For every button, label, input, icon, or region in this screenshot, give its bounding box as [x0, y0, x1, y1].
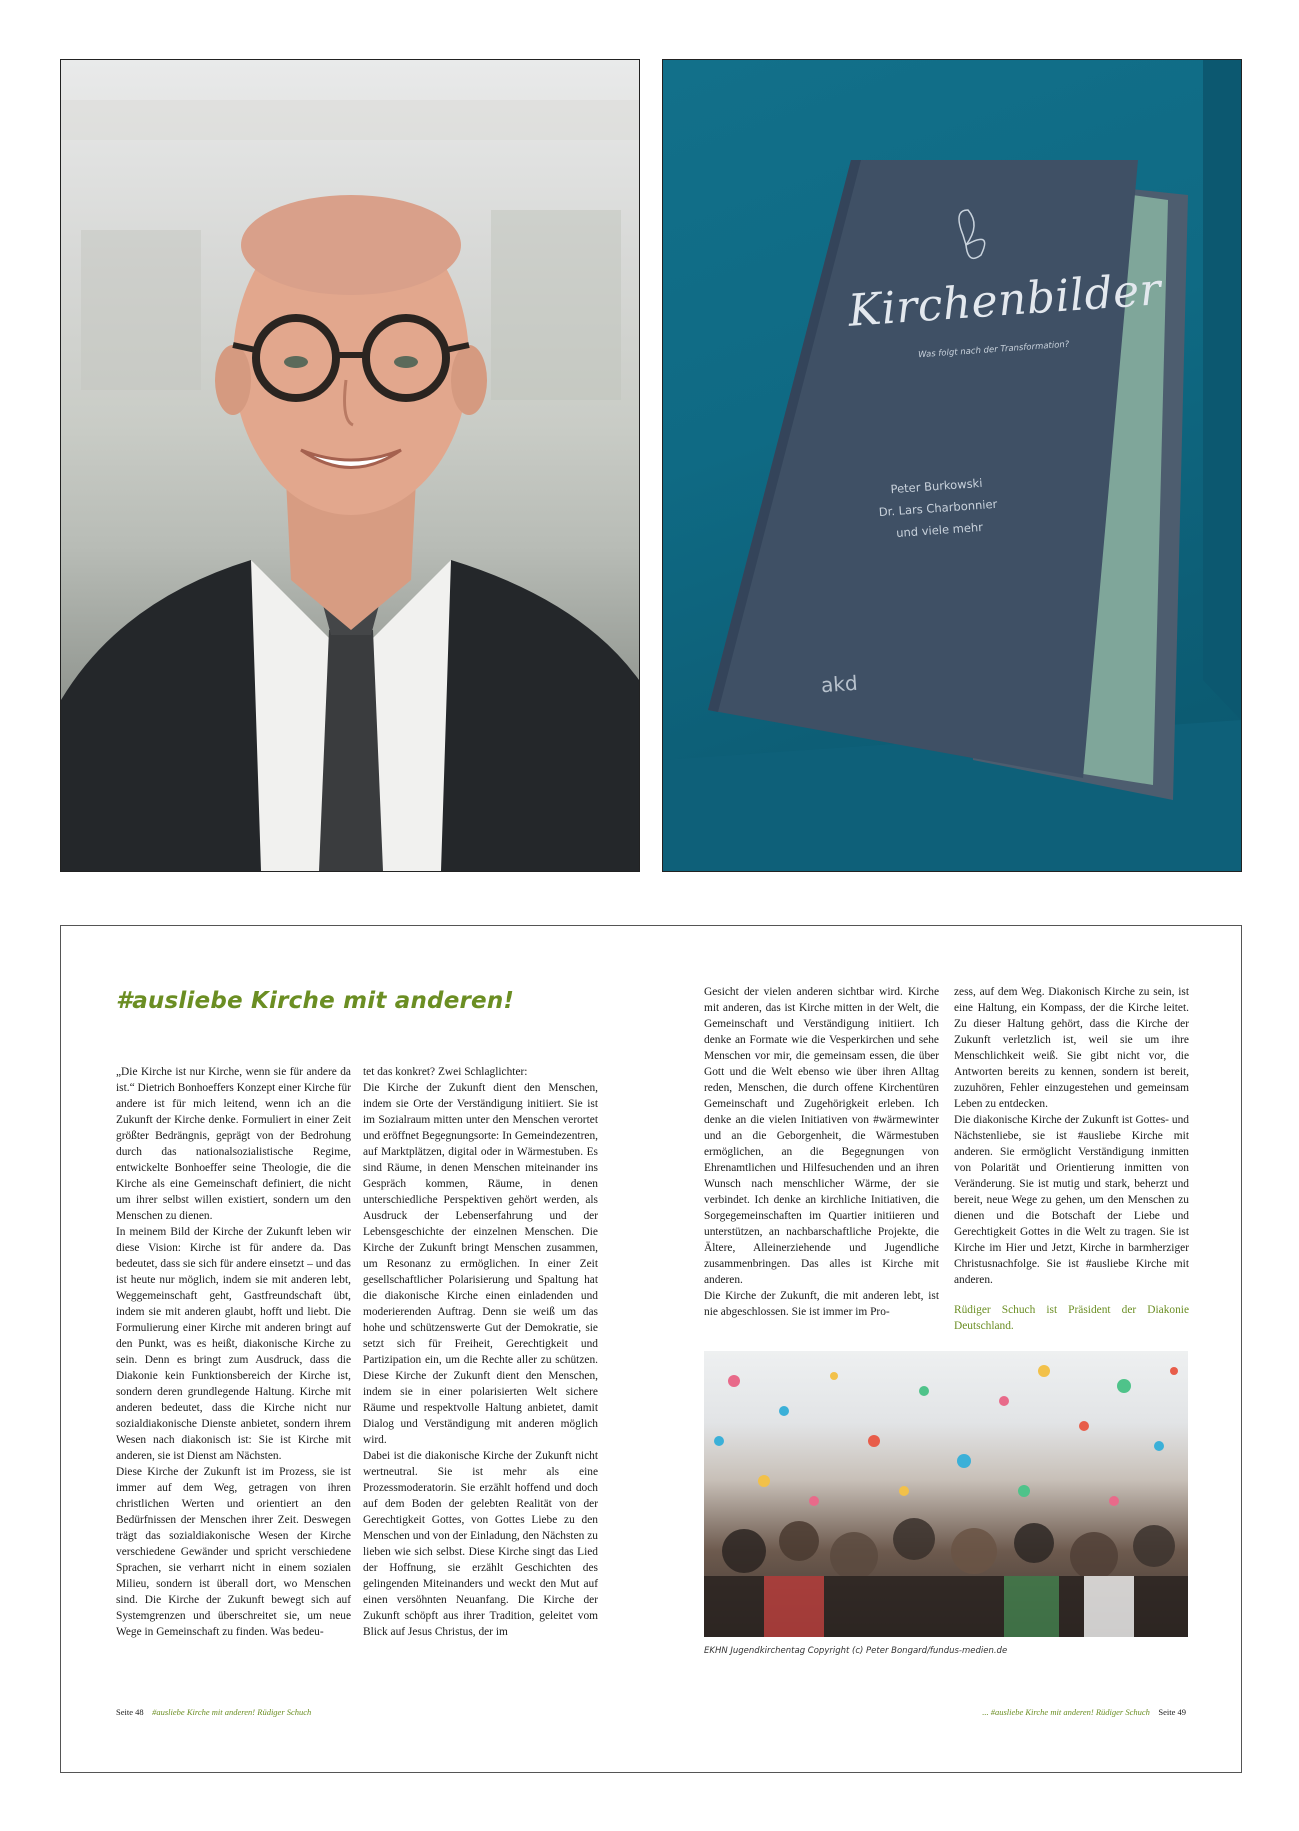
book-author-1: Peter Burkowski	[890, 475, 983, 497]
running-title-left: #ausliebe Kirche mit anderen! Rüdiger Schuch	[152, 1707, 312, 1717]
portrait-photo	[60, 59, 640, 872]
book-title: Kirchenbilder	[846, 264, 1163, 337]
paragraph: Die Kirche der Zukunft dient den Menschen, indem sie Orte der Verständigung initiiert. Sie ist im Sozialraum mitten unter den Menschen verortet und eröffnet Begegnungsorte: In Gemeindezentren, auf Marktplätzen, digital oder in Wärmestuben. Es sind Räume, in denen Menschen miteinander ins Gespräch kommen, Räume, in denen unterschiedliche Perspektiven gehört werden, als Ausdruck der Lebenserfahrung und der Lebensgeschichte der einzelnen Menschen. Die Kirche der Zukunft bringt Menschen zusammen, um Resonanz zu ermöglichen. In einer Zeit gesellschaftlicher Polarisierung und Spaltung hat die diakonische Kirche einen einladenden und moderierenden Auftrag. Denn sie weiß um das hohe und schützenswerte Gut der Demokratie, sie setzt sich für Freiheit, Gerechtigkeit und Partizipation ein, um die Rechte aller zu schützen. Diese Kirche der Zukunft dient den Menschen, indem sie in einer polarisierten Welt sichere Räume und respektvolle Haltung anbietet, damit Dialog und Verständigung mit anderen möglich wird.	[363, 1082, 598, 1446]
article-headline: #ausliebe Kirche mit anderen!	[116, 988, 515, 1014]
publisher-logo: akd	[820, 670, 859, 698]
paragraph: Die Kirche der Zukunft, die mit anderen lebt, ist nie abgeschlossen. Sie ist immer im Pro-	[704, 1290, 939, 1318]
book-authors	[861, 470, 1015, 546]
footer-left	[116, 1707, 311, 1717]
photo-caption: EKHN Jugendkirchentag Copyright (c) Peter Bongard/fundus-medien.de	[704, 1646, 1008, 1656]
paragraph: Gesicht der vielen anderen sichtbar wird. Kirche mit anderen, das ist Kirche mitten in der Welt, die Gemeinschaft und Verständigung initiiert. Ich denke an Formate wie die Vesperkirchen und sehe Menschen vor mir, die gemeinsam essen, die über Gott und die Welt ebenso wie über ihren Alltag reden, Menschen, die durch offene Kirchentüren Gemeinschaft und Zugehörigkeit erleben. Ich denke an die vielen Initiativen von #wärmewinter und an die Geborgenheit, die Wärmestuben ermöglichen, an die Begegnungen von Ehrenamtlichen und Hilfesuchenden und an ihren Wunsch nach menschlicher Wärme, der sie verbindet. Ich denke an kirchliche Initiativen, die Sorgegemeinschaften im Quartier initiieren und unterstützen, an nachbarschaftliche Projekte, die Ältere, Alleinerziehende und Jugendliche zusammenbringen. Das alles ist Kirche mit anderen.	[704, 986, 939, 1286]
page-number-right: Seite 49	[1158, 1707, 1186, 1717]
paragraph: Die diakonische Kirche der Zukunft ist Gottes- und Nächstenliebe, sie ist #ausliebe Kirche mit anderen. Sie ermöglicht Verständigung inmitten von Polarität und Orientierung inmitten von Veränderung. Sie ist mutig und stark, beherzt und bereit, neue Wege zu gehen, um den Menschen zu dienen und die Botschaft der Liebe und Gerechtigkeit Gottes in die Welt zu tragen. Sie ist Kirche im Hier und Jetzt, Kirche in barmherziger Christusnachfolge. Sie ist #ausliebe Kirche mit anderen.	[954, 1114, 1189, 1286]
paragraph: Diese Kirche der Zukunft ist im Prozess, sie ist immer auf dem Weg, getragen von ihren christlichen Werten und orientiert an den Bedürfnissen der Menschen ihrer Zeit. Deswegen trägt das sozialdiakonische Wesen der Kirche verschiedene Gewänder und spricht verschiedene Sprachen, sie verharrt nicht in einem sozialen Milieu, sondern ist überall dort, wo Menschen sind. Die Kirche der Zukunft bewegt sich auf Systemgrenzen und überschreitet sie, um neue Wege in Gemeinschaft zu finden. Was bedeu-	[116, 1466, 351, 1638]
crowd-illustration	[704, 1351, 1188, 1637]
paragraph: tet das konkret? Zwei Schlaglichter:	[363, 1066, 528, 1078]
book-subtitle: Was folgt nach der Transformation?	[917, 339, 1070, 361]
author-bio: Rüdiger Schuch ist Präsident der Diakonie Deutschland.	[954, 1304, 1189, 1332]
magazine-spread	[60, 925, 1242, 1773]
page-number-left: Seite 48	[116, 1707, 144, 1717]
text-column-1	[116, 1064, 351, 1640]
text-column-2	[363, 1064, 598, 1640]
text-column-3	[704, 984, 939, 1320]
paragraph: „Die Kirche ist nur Kirche, wenn sie für andere da ist.“ Dietrich Bonhoeffers Konzept einer Kirche für andere ist für mich leitend, wenn ich an die Zukunft der Kirche denke. Formuliert in einer Zeit größter Bedrängnis, geprägt von der Bedrohung durch das nationalsozialistische Regime, entwickelte Bonhoeffer seine Theologie, die die Kirche als eine Gemeinschaft definiert, die nicht um ihrer selbst willen existiert, sondern um den Menschen zu dienen.	[116, 1066, 351, 1222]
footer-right	[982, 1707, 1186, 1717]
book-author-2: Dr. Lars Charbonnier	[878, 496, 998, 520]
book-illustration	[663, 60, 1241, 871]
book-photo	[662, 59, 1242, 872]
text-column-4	[954, 984, 1189, 1334]
crowd-photo	[704, 1351, 1188, 1637]
paragraph: zess, auf dem Weg. Diakonisch Kirche zu sein, ist eine Haltung, ein Kompass, der die Kirche leitet. Zu dieser Haltung gehört, dass die Kirche der Zukunft verletzlich ist, weil sie um ihre Menschlichkeit weiß. Sie gibt nicht vor, die Antworten bereits zu kennen, sondern ist bereit, zuzuhören, Fehler einzugestehen und gemeinsam Leben zu entdecken.	[954, 986, 1189, 1110]
paragraph: Dabei ist die diakonische Kirche der Zukunft nicht wertneutral. Sie ist mehr als eine Prozessmoderatorin. Sie erzählt hoffend und doch auf dem Boden der gelebten Realität von der Gerechtigkeit Gottes, von Gottes Liebe zu den Menschen und von der Einladung, den Nächsten zu lieben wie sich selbst. Diese Kirche singt das Lied der Hoffnung, sie erzählt Geschichten des gelingenden Miteinanders und weckt den Mut auf einen versöhnten Neuanfang. Die Kirche der Zukunft schöpft aus ihrer Tradition, geleitet vom Blick auf Jesus Christus, der im	[363, 1450, 598, 1638]
running-title-right: ... #ausliebe Kirche mit anderen! Rüdiger Schuch	[982, 1707, 1150, 1717]
book-author-3: und viele mehr	[895, 519, 984, 540]
paragraph: In meinem Bild der Kirche der Zukunft leben wir diese Vision: Kirche ist für andere da. Das bedeutet, dass sie sich für andere einsetzt – und das ist heute nur möglich, indem sie mit anderen lebt, Weggemeinschaft geht, Gastfreundschaft übt, indem sie mit anderen glaubt, hofft und liebt. Die Formulierung einer Kirche mit anderen bringt auf den Punkt, was es heißt, diakonische Kirche zu sein. Denn es bringt zum Ausdruck, dass die Diakonie kein Funktionsbereich der Kirche ist, sondern deren grundlegende Haltung. Kirche mit anderen bedeutet, dass die Kirche nicht nur sozialdiakonische Dienste anbietet, sondern ihrem Wesen nach diakonisch ist: Sie ist Kirche mit anderen, sie ist Dienst am Nächsten.	[116, 1226, 351, 1462]
portrait-illustration	[61, 60, 639, 871]
